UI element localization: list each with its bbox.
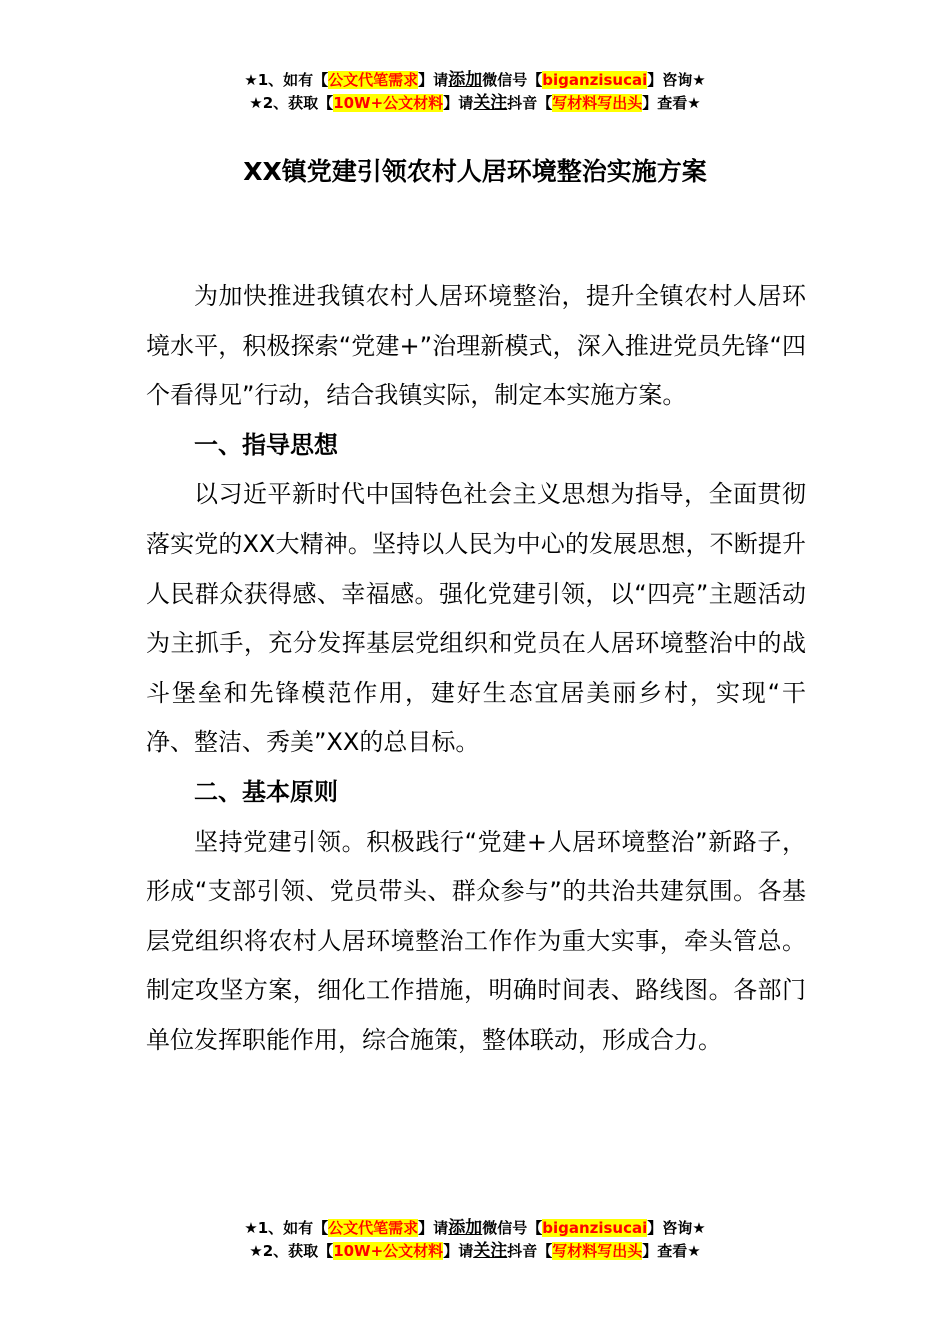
banner-text: 】查看★ — [642, 1242, 701, 1260]
banner-text: 抖音【 — [507, 94, 553, 112]
banner-text: ★2、获取【 — [249, 1242, 334, 1260]
basic-principles-paragraph: 坚持党建引领。积极践行“党建+人居环境整治”新路子，形成“支部引领、党员带头、群众参与”的共治共建氛围。各基层党组织将农村人居环境整治工作作为重大实事，牵头管总。制定攻坚方案，细化工作措施，明确时间表、路线图。各部门单位发挥职能作用，综合施策，整体联动，形成合力。 — [146, 827, 806, 1054]
banner-line-2 — [0, 92, 950, 115]
banner-highlight: 公文代笔需求 — [328, 1219, 419, 1237]
banner-text: 】请 — [418, 1219, 449, 1237]
banner-text: 】咨询★ — [647, 1219, 706, 1237]
banner-highlight: biganzisucai — [542, 71, 648, 89]
banner-text: 】查看★ — [642, 94, 701, 112]
banner-emphasis: 添加 — [448, 70, 483, 90]
banner-emphasis: 关注 — [473, 93, 508, 113]
guiding-ideology-paragraph: 以习近平新时代中国特色社会主义思想为指导，全面贯彻落实党的XX大精神。坚持以人民为中心的发展思想，不断提升人民群众获得感、幸福感。强化党建引领，以“四亮”主题活动为主抓手，充分发挥基层党组织和党员在人居环境整治中的战斗堡垒和先锋模范作用，建好生态宜居美丽乡村，实现“干净、整洁、秀美”XX的总目标。 — [146, 480, 806, 757]
banner-highlight: 写材料写出头 — [552, 1242, 643, 1260]
banner-text: 】请 — [418, 71, 449, 89]
banner-highlight: 10W+公文材料 — [333, 1242, 444, 1260]
banner-line-1 — [0, 1217, 950, 1240]
banner-text: ★1、如有【 — [244, 71, 329, 89]
banner-highlight: 写材料写出头 — [552, 94, 643, 112]
banner-text: ★1、如有【 — [244, 1219, 329, 1237]
banner-text: 微信号【 — [482, 1219, 543, 1237]
section-heading-basic-principles: 二、基本原则 — [194, 777, 338, 806]
footer-banner — [0, 1217, 950, 1263]
banner-highlight: 10W+公文材料 — [333, 94, 444, 112]
intro-paragraph: 为加快推进我镇农村人居环境整治，提升全镇农村人居环境水平，积极探索“党建+”治理新模式，深入推进党员先锋“四个看得见”行动，结合我镇实际，制定本实施方案。 — [146, 282, 806, 410]
section-heading-guiding-ideology: 一、指导思想 — [194, 430, 338, 459]
document-body — [146, 272, 806, 1066]
banner-text: 】咨询★ — [647, 71, 706, 89]
banner-text: 微信号【 — [482, 71, 543, 89]
banner-highlight: biganzisucai — [542, 1219, 648, 1237]
banner-line-2 — [0, 1240, 950, 1263]
header-banner — [0, 69, 950, 115]
document-title: XX镇党建引领农村人居环境整治实施方案 — [243, 157, 707, 186]
banner-text: 抖音【 — [507, 1242, 553, 1260]
banner-text: 】请 — [443, 94, 474, 112]
banner-highlight: 公文代笔需求 — [328, 71, 419, 89]
banner-emphasis: 添加 — [448, 1218, 483, 1238]
banner-line-1 — [0, 69, 950, 92]
banner-text: ★2、获取【 — [249, 94, 334, 112]
banner-emphasis: 关注 — [473, 1241, 508, 1261]
banner-text: 】请 — [443, 1242, 474, 1260]
